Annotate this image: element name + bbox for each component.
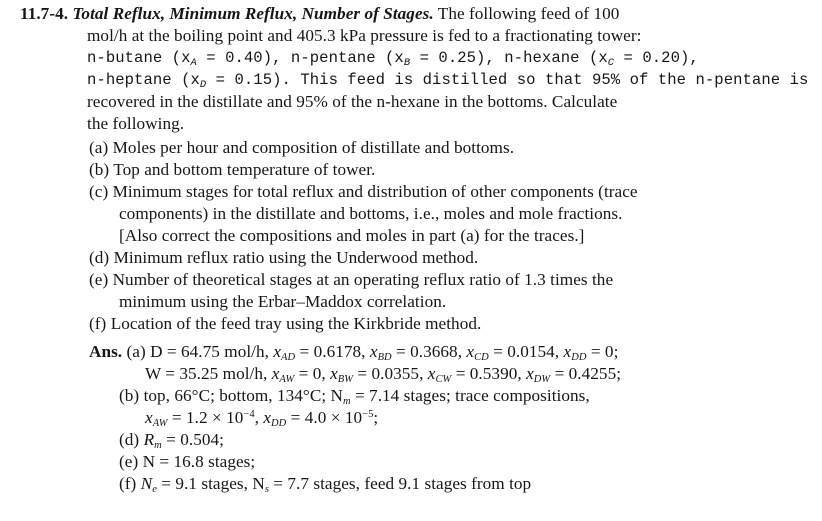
part-c-cont: components) in the distillate and bottoms, i.e., moles and mole fractions. bbox=[119, 204, 623, 223]
part-e-cont: minimum using the Erbar–Maddox correlation. bbox=[119, 292, 447, 311]
problem-header-line bbox=[20, 4, 619, 24]
problem-title: Total Reflux, Minimum Reflux, Number of Stages. bbox=[72, 4, 434, 23]
answer-b-line1: (b) top, 66°C; bottom, 134°C; $N_m = 7.14$ stages; trace compositions, bbox=[119, 386, 590, 407]
answer-a-line1: Ans. (a) D = 64.75 mol/h, $x_{AD} = 0.6178$, $x_{BD} = 0.3668$, $x_{CD} = 0.0154$, $x_{DD} = 0$; bbox=[89, 342, 619, 363]
problem-number: 11.7-4. bbox=[20, 4, 69, 23]
problem-text: The following feed of 100 bbox=[437, 4, 620, 23]
part-f: (f) Location of the feed tray using the Kirkbride method. bbox=[89, 314, 482, 333]
part-c: (c) Minimum stages for total reflux and distribution of other components (trace bbox=[89, 182, 638, 201]
part-b: (b) Top and bottom temperature of tower. bbox=[89, 160, 376, 179]
problem-text-line: mol/h at the boiling point and 405.3 kPa pressure is fed to a fractionating tower: bbox=[87, 26, 642, 45]
problem-text-line: n-butane $(x_A = 0.40)$, n-pentane $(x_B = 0.25)$, n-hexane $(x_C = 0.20)$, bbox=[87, 49, 699, 69]
part-a: (a) Moles per hour and composition of distillate and bottoms. bbox=[89, 138, 515, 157]
answer-a-line2: W = 35.25 mol/h, $x_{AW} = 0$, $x_{BW} = 0.0355$, $x_{CW} = 0.5390$, $x_{DW} = 0.4255$; bbox=[145, 364, 622, 385]
answer-b-line2: $x_{AW} = 1.2 \times 10^{-4}$, $x_{DD} = 4.0 \times 10^{-5}$; bbox=[145, 408, 379, 429]
problem-text-line: the following. bbox=[87, 114, 185, 133]
answer-d: (d) $R_m = 0.504$; bbox=[119, 430, 224, 451]
part-e: (e) Number of theoretical stages at an operating reflux ratio of 1.3 times the bbox=[89, 270, 614, 289]
answer-e: (e) N = 16.8 stages; bbox=[119, 452, 256, 471]
part-d: (d) Minimum reflux ratio using the Underwood method. bbox=[89, 248, 479, 267]
problem-text-line: n-heptane $(x_D = 0.15)$. This feed is distilled so that 95% of the n-pentane is bbox=[87, 71, 809, 91]
problem-text-line: recovered in the distillate and 95% of the n-hexane in the bottoms. Calculate bbox=[87, 92, 618, 111]
part-c-cont: [Also correct the compositions and moles in part (a) for the traces.] bbox=[119, 226, 585, 245]
answer-f: (f) $N_e = 9.1$ stages, $N_s = 7.7$ stages, feed 9.1 stages from top bbox=[119, 474, 532, 495]
